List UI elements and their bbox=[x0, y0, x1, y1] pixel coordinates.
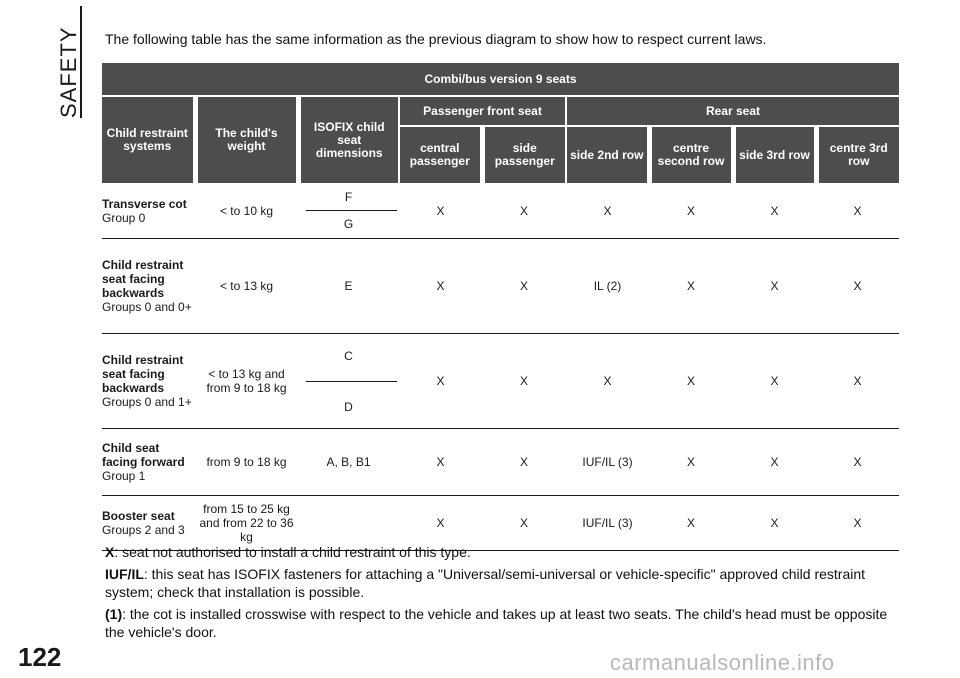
row-side: X bbox=[482, 239, 566, 334]
header-side-2nd-row: side 2nd row bbox=[566, 126, 649, 183]
row-central: X bbox=[399, 496, 482, 551]
note-key: X bbox=[105, 544, 115, 560]
row-side: X bbox=[482, 429, 566, 496]
row-central: X bbox=[399, 239, 482, 334]
row-centre2: X bbox=[649, 183, 733, 239]
intro-text: The following table has the same information as the previous diagram to show how to respect current laws. bbox=[105, 31, 767, 47]
row-side2: IL (2) bbox=[566, 239, 649, 334]
row-isofix-top: F bbox=[344, 190, 353, 204]
section-tab bbox=[0, 0, 92, 130]
row-side3: X bbox=[733, 334, 816, 429]
note-key: (1) bbox=[105, 606, 123, 622]
row-centre3: X bbox=[816, 239, 899, 334]
table-notes bbox=[105, 543, 905, 645]
row-system-name: Booster seat bbox=[102, 509, 175, 523]
row-system bbox=[102, 239, 195, 334]
child-seat-table bbox=[102, 63, 899, 551]
row-isofix: E bbox=[298, 239, 399, 334]
row-side2: X bbox=[566, 334, 649, 429]
header-side-3rd-row: side 3rd row bbox=[733, 126, 816, 183]
row-central: X bbox=[399, 183, 482, 239]
isofix-divider bbox=[306, 210, 397, 211]
row-system bbox=[102, 334, 195, 429]
note-text: : the cot is installed crosswise with respect to the vehicle and takes up at least two seats. The child's head must be opposite the vehicle's door. bbox=[105, 606, 888, 640]
note-key: IUF/IL bbox=[105, 566, 144, 582]
row-centre2: X bbox=[649, 334, 733, 429]
row-isofix-top: C bbox=[344, 348, 353, 363]
row-weight: from 15 to 25 kg and from 22 to 36 kg bbox=[195, 496, 298, 551]
row-system-name: Child seat facing forward bbox=[102, 441, 185, 469]
header-side-passenger: side passenger bbox=[482, 126, 566, 183]
header-front-seat: Passenger front seat bbox=[399, 96, 566, 126]
row-side2: IUF/IL (3) bbox=[566, 496, 649, 551]
row-side3: X bbox=[733, 496, 816, 551]
row-side2: X bbox=[566, 183, 649, 239]
row-centre2: X bbox=[649, 239, 733, 334]
header-central-passenger: central passenger bbox=[399, 126, 482, 183]
isofix-divider bbox=[306, 381, 397, 382]
row-system bbox=[102, 183, 195, 239]
table-title: Combi/bus version 9 seats bbox=[102, 63, 899, 96]
row-system-name: Child restraint seat facing backwards bbox=[102, 353, 184, 395]
row-system-group: Group 1 bbox=[102, 469, 146, 483]
row-side: X bbox=[482, 334, 566, 429]
row-isofix-bottom: G bbox=[343, 217, 354, 231]
header-system: Child restraint systems bbox=[102, 96, 195, 183]
row-system-group: Groups 0 and 1+ bbox=[102, 395, 192, 409]
row-weight: < to 13 kg bbox=[195, 239, 298, 334]
row-side3: X bbox=[733, 183, 816, 239]
row-weight: < to 13 kg and from 9 to 18 kg bbox=[195, 334, 298, 429]
header-isofix: ISOFIX child seat dimensions bbox=[298, 96, 399, 183]
watermark: carmanualsonline.info bbox=[610, 650, 835, 675]
row-centre2: X bbox=[649, 429, 733, 496]
row-system-group: Groups 0 and 0+ bbox=[102, 300, 192, 314]
table-row bbox=[102, 183, 899, 239]
row-system-group: Group 0 bbox=[102, 210, 146, 225]
row-side3: X bbox=[733, 429, 816, 496]
page-number: 122 bbox=[18, 642, 62, 672]
row-system-name: Child restraint seat facing backwards bbox=[102, 258, 184, 300]
row-side2: IUF/IL (3) bbox=[566, 429, 649, 496]
note-item bbox=[105, 605, 905, 641]
header-weight: The child's weight bbox=[195, 96, 298, 183]
row-centre3: X bbox=[816, 334, 899, 429]
header-centre-2nd-row: centre second row bbox=[649, 126, 733, 183]
header-centre-3rd-row: centre 3rd row bbox=[816, 126, 899, 183]
row-central: X bbox=[399, 429, 482, 496]
note-item bbox=[105, 565, 905, 601]
note-text: : this seat has ISOFIX fasteners for attaching a "Universal/semi-universal or vehicle-specific" approved child restraint system; check that installation is possible. bbox=[105, 566, 866, 600]
row-side: X bbox=[482, 496, 566, 551]
section-tab-label: SAFETY bbox=[56, 26, 81, 118]
table-row bbox=[102, 334, 899, 429]
row-centre2: X bbox=[649, 496, 733, 551]
row-isofix-bottom: D bbox=[344, 399, 353, 414]
row-central: X bbox=[399, 334, 482, 429]
row-weight: from 9 to 18 kg bbox=[195, 429, 298, 496]
row-side3: X bbox=[733, 239, 816, 334]
row-centre3: X bbox=[816, 429, 899, 496]
row-system bbox=[102, 429, 195, 496]
row-isofix bbox=[298, 183, 399, 239]
row-centre3: X bbox=[816, 183, 899, 239]
note-text: : seat not authorised to install a child restraint of this type. bbox=[114, 544, 471, 560]
row-side: X bbox=[482, 183, 566, 239]
row-centre3: X bbox=[816, 496, 899, 551]
note-item bbox=[105, 543, 905, 561]
table-row bbox=[102, 239, 899, 334]
row-system-group: Groups 2 and 3 bbox=[102, 523, 185, 537]
header-rear-seat: Rear seat bbox=[566, 96, 899, 126]
row-weight: < to 10 kg bbox=[195, 183, 298, 239]
row-system-name: Transverse cot bbox=[102, 196, 187, 211]
table-row bbox=[102, 429, 899, 496]
row-isofix bbox=[298, 334, 399, 429]
row-isofix: A, B, B1 bbox=[298, 429, 399, 496]
